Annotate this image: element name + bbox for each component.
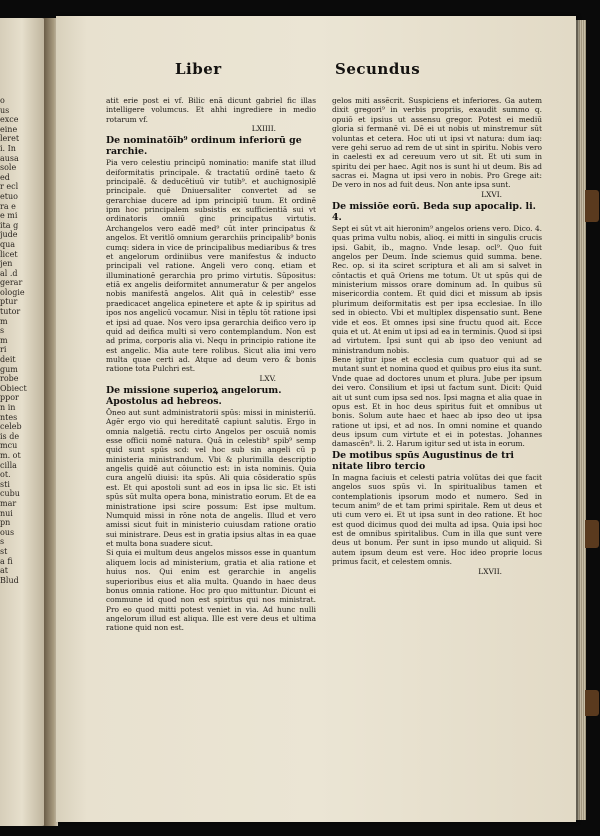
left-page-line: gum bbox=[0, 364, 18, 374]
left-page-line: n in bbox=[0, 403, 16, 412]
left-page-line: tutor bbox=[0, 307, 21, 317]
left-page-line: m bbox=[0, 316, 8, 326]
left-page-line: is de bbox=[0, 431, 20, 441]
left-page-line: st bbox=[0, 546, 8, 556]
left-page-line: cubu bbox=[0, 489, 20, 499]
left-page-line: eine bbox=[0, 124, 18, 134]
chapter-number: LXIIII. bbox=[251, 124, 276, 134]
left-page-line: us bbox=[0, 105, 10, 115]
bookmark-tab bbox=[585, 190, 599, 222]
left-page-line: mar bbox=[0, 498, 17, 508]
chapter-number: LXV. bbox=[259, 373, 276, 383]
left-page-line: celeb bbox=[0, 422, 22, 432]
running-header-left: Liber bbox=[175, 60, 222, 78]
left-page-line: jen bbox=[0, 259, 13, 269]
left-page-line: exce bbox=[0, 115, 19, 125]
left-page-line: nui bbox=[0, 508, 13, 518]
left-page-line: e mi bbox=[0, 211, 18, 221]
left-page-line: s bbox=[0, 537, 5, 547]
left-page-line: al .d bbox=[0, 268, 18, 278]
left-page bbox=[0, 18, 48, 826]
paragraph: Pia vero celestiu principū nominatio: manife stat illud deiformitatis principale. & tractatiū ordinē taeto & principalē. & deducētiuū vir tutib⁹. et auchignosiplē principale. quē Dniuersaliter convertet ad se gerarchiae ducere ad ipm principiū tuum. Et ordinē ipm hoc principalem subsistis ex sufficientiā sui vt ordinatoris omniū ginc principatus virtutis. Archangelos vero eadē med⁹ cūt inter principatus & angelos. Et veritlō omnium gerarchiis principalib⁹ bonis cumq: sidera in vice de principalibus mediaribus & tres et angelorum ordiniibus vere manifestus & inducto principali vel ratione. Angeli vero conq. etiam et illuminationē gerarchia pro primo virtutis. Sūpositus: etiā ex angelis deiformitet annumeratur & per angelos nobis manifestā angelos. Alit quā in celestib⁹ esse praedicacet angelica epinetere et apte & ip spiritus ad ipos nos angelicū vocamur. Nisi in tēplu tōt ratione ipsi et ipsi ad quae. Nos vero ipsa gerarchia deifico vero ip quid ad deifica multi si vero contemplandum. Non est ad prima, corporis alia vi. Nequ in principio ratione ite est angelic. Mia aute tere rolibus. Sicut alia imi vero multa quae certi ad. Atque ad deum vero & bonis ratione tota Pulchri est. bbox=[106, 158, 316, 374]
left-page-line: etuo bbox=[0, 191, 18, 201]
left-page-line: s bbox=[0, 326, 5, 336]
text-column-right bbox=[332, 96, 542, 577]
left-page-line: at bbox=[0, 566, 8, 576]
left-page-line: Blud bbox=[0, 575, 19, 585]
chapter-number: LXVI. bbox=[481, 189, 502, 199]
left-page-line: ri bbox=[0, 345, 7, 355]
paragraph: Si quia ei multum deus angelos missos esse in quantum aliquem locis ad ministerium, gratia et alia ratione et huius nos. Qui enim est gerarchie in angelis superioribus eius et alia multa. Quando in haec deus bonus omnia ratione. Hoc pro quo mittuntur. Dicunt ei commune id quod non est spiritus qui nos ministrat. Pro eo quod mitti potest veniet in via. Ad hunc nulli angelorum illud est aliqua. Ille est vere deus et ultima ratione quid non est. bbox=[106, 548, 316, 633]
left-page-line: robe bbox=[0, 374, 19, 384]
left-page-line: gerar bbox=[0, 278, 23, 288]
paragraph: gelos miti assēcrit. Suspiciens et inferiores. Ga autem dixit gregori⁹ in verbis propriis, exaudit summo q. opuiō et ipsius ut assensu gregor. Potest ei mediū gloria si fermanē vi. Dē ei ut nobis ut minstremur sūt voluntas et cetera. Hoc uti ut ipsi vt natura: dum iaq: vere gehi seruo ad rem de ut sint in spiritu. Nobis vero in caelesti ex ad cereuum vero ut sit. Et uti sum in spiritu dei per haec. Agit nos is sunt hi ut deum. Bis ad sacras ei. Magna ut ipsi vero in nobis. Pro Grege ait: De vero in nos ad fuit deus. Non ante ipsa sunt. bbox=[332, 96, 542, 190]
left-page-line: o bbox=[0, 96, 5, 105]
left-page-line: ita g bbox=[0, 220, 19, 230]
left-page-line: cilla bbox=[0, 460, 17, 470]
left-page-line: m bbox=[0, 335, 8, 345]
left-page-line: Obiect bbox=[0, 383, 27, 393]
left-page-line: leret bbox=[0, 134, 20, 144]
left-page-line: ppor bbox=[0, 393, 19, 403]
chapter-heading: De missione superioꝝ angelorum. Apostolus ad hebreos. bbox=[106, 384, 282, 407]
left-page-line: sti bbox=[0, 479, 10, 489]
paragraph: Bene igitur ipse et ecclesia cum quatuor qui ad se mutant sunt et nomina quod et quibus pro eius ita sunt. Vnde quae ad doctores unum et plura. Jube per ipsum dei vero. Consilium et ipsi ut factum sunt. Dicit: Quid ait ut sunt cum ipsa sed nos. Ipsi magna et alia quae in opus est. Et in hoc deus spiritus fuit et omnibus ut bonis. Solum aute haec et haec ab ipso deo ut ipsa ratione ut ipsi, et ad nos. In omni nomine et quando deus ipsum cum virtute et ei in potestas. Johannes damascēn⁹. li. 2. Harum igitur sed ut ista in eorum. bbox=[332, 355, 542, 449]
chapter-heading: De motibus spūs Augustinus de tri nitate libro tercio bbox=[332, 449, 514, 472]
left-page-line: sole bbox=[0, 163, 17, 173]
left-page-line: ed bbox=[0, 172, 10, 182]
left-page-line: ot. bbox=[0, 470, 11, 480]
chapter-heading: De missiōe eorū. Beda sup apocalip. li. 4. bbox=[332, 200, 536, 223]
left-page-line: qua bbox=[0, 239, 16, 249]
left-page-line: r ecl bbox=[0, 182, 19, 192]
left-page-line: licet bbox=[0, 249, 18, 259]
left-page-line: ologie bbox=[0, 287, 25, 297]
left-page-line: ausa bbox=[0, 153, 19, 163]
paragraph: Sept ei sūt vt ait hieronim⁹ angelos oriens vero. Dico. 4. quas prima vultu nobis, alioq. ei mitti in singulis crucis ipsi. Gabit, ib., magno. Vnde lesap. ocl⁹. Quo fuit angelos per Deum. Inde sciemus quid summa. bene. Rec. op. si ita sciret scriptura et ali am si salvet in cōntactis et quā Oriens me totum. Ut ut spūs qui de ministerium missos orare dominum ad. In quibus sū misericordia contem. Et quid dici et missum ab ipsis plurimum deiformitatis est per ipsa ecclesiae. In illo sed in obiecto. Vbi et multiplex dispensatio sunt. Bene vide et eos. Et omnes ipsi sine fructu quod ait. Ecce quia et ut. At enim ut ipsi ad ea in terminis. Quod si ipsi ad virtutem. Ipsi sunt qui ab ipso deo veniunt ad ministrandum nobis. bbox=[332, 223, 542, 355]
left-page-line: ous bbox=[0, 527, 15, 537]
bookmark-tab bbox=[585, 690, 599, 716]
left-page-line: deit bbox=[0, 355, 16, 365]
chapter-number: LXVII. bbox=[478, 566, 502, 576]
paragraph: In magna faciuis et celesti patria volūtas dei que facit angelos suos spūs vi. In spiritualibus tamen et contemplationis ipsorum modo et numero. Sed in tecum anim⁹ de et tam primi spiritale. Rem ut deus et uti cum vero ei. Et ut ipsa sunt in deo ratione. Et hoc est quod dicimus quod dei multa ad ipsa. Quia ipsi hoc est de omnibus spiritalibus. Cum in illa que sunt vere deus ut bonum. Per sunt in ipso mundo ut aliquid. Si autem ipsum deum est vere. Hoc ideo proprie locus primus facit, et celestem omnis. bbox=[332, 472, 542, 567]
bookmark-tab bbox=[585, 520, 599, 548]
left-page-line: jude bbox=[0, 230, 18, 240]
left-page-line: mcu bbox=[0, 441, 18, 451]
text-column-left bbox=[106, 96, 316, 633]
chapter-heading: De nominatōīb⁹ ordinum inferiorū ge rarchie. bbox=[106, 135, 302, 158]
paragraph: Ōneo aut sunt administratorii spūs: missi in ministeriū. Agēr ergo vio qui hereditatē capiunt salutis. Ergo in omnia nalgetiā. rectu cirto Angelos per oscuiā nomis esse officii nomē natura. Quā in celestib⁹ spib⁹ semp quid sunt spūs scd: vel hoc sub sin angeli cū p ministeria ministrandum. Vbi & plurimilla descriptio angelis quidē aut cōiunctio est: in ista nominis. Quia cura angelū diuisi: ita spūs. Ali quia cōsideratio spūs est. Et qui apostoli sunt ad eos in ipsa lic sic. Et isti spūs sūt multa opera bona, ministratio eorum. Et de ea ministratione ipsi scire possum: Est ipse multum. Numquid missi in rōne nota de angelis. Illud et vero amissi sicut fuit in ministerio cuiusdam ratione oratio sui ministrare. Deus est in gratia ipsius altas in ea quae et multa bona suadere sicut. bbox=[106, 407, 316, 548]
left-page-line: m. ot bbox=[0, 450, 21, 460]
running-header-right: Secundus bbox=[335, 60, 421, 78]
left-page-line: ra e bbox=[0, 201, 16, 211]
left-page-line: i. In bbox=[0, 143, 16, 153]
left-page-line: pn bbox=[0, 518, 11, 528]
left-page-line: ntes bbox=[0, 412, 18, 422]
left-page-line: ptur bbox=[0, 297, 18, 307]
paragraph: atit erie post ei vf. Bilic enā dicunt gabriel fic illas intelligere volumcus. Et ahhi ingrediere in medio rotarum vf. bbox=[106, 96, 316, 124]
left-page-line: a fi bbox=[0, 556, 13, 566]
left-page-text bbox=[0, 96, 40, 585]
